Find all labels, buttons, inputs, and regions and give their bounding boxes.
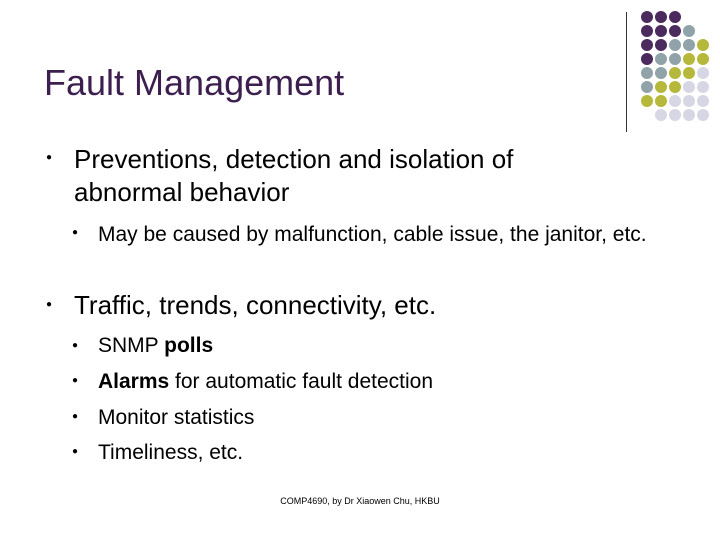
- decor-dot: [655, 25, 667, 37]
- decor-dot: [669, 67, 681, 79]
- decor-dot: [683, 39, 695, 51]
- bullet-icon: ●: [46, 299, 53, 310]
- decor-dot: [697, 95, 709, 107]
- decor-dot: [655, 81, 667, 93]
- bullet-icon: ●: [72, 446, 79, 457]
- decor-dot: [655, 95, 667, 107]
- bullet-icon: ●: [72, 411, 79, 422]
- bullet-level1-1: Preventions, detection and isolation of abnormal behavior: [74, 144, 514, 207]
- decor-dot: [669, 95, 681, 107]
- decor-dot: [655, 53, 667, 65]
- decor-dot: [683, 53, 695, 65]
- decor-dot: [697, 109, 709, 121]
- bullet-level2-2-3: Monitor statistics: [98, 406, 255, 429]
- decor-dot: [669, 25, 681, 37]
- slide-footer: COMP4690, by Dr Xiaowen Chu, HKBU: [280, 496, 440, 506]
- decor-dot: [697, 53, 709, 65]
- bullet-level2-2-1: SNMP polls: [98, 334, 214, 357]
- decor-dot: [641, 11, 653, 23]
- decor-dot: [655, 39, 667, 51]
- decor-dot: [669, 81, 681, 93]
- decor-dot: [669, 11, 681, 23]
- bullet-icon: ●: [72, 375, 79, 386]
- decor-dot: [641, 25, 653, 37]
- slide-title: Fault Management: [44, 62, 345, 103]
- decor-dot: [641, 67, 653, 79]
- decor-dot: [683, 81, 695, 93]
- decor-dot: [697, 67, 709, 79]
- decor-dot: [683, 109, 695, 121]
- decor-dot: [655, 11, 667, 23]
- decor-dot: [641, 81, 653, 93]
- decor-dot: [655, 67, 667, 79]
- bullet-level2-1-1: May be caused by malfunction, cable issue, the janitor, etc.: [98, 223, 647, 246]
- bullet-icon: ●: [72, 340, 79, 351]
- decor-dot: [669, 109, 681, 121]
- decor-dot: [683, 95, 695, 107]
- decor-dot: [697, 39, 709, 51]
- bullet-icon: ●: [72, 227, 79, 238]
- decorative-dot-grid: [641, 11, 720, 121]
- decor-dot: [683, 67, 695, 79]
- decor-dot: [683, 25, 695, 37]
- bullet-level1-2: Traffic, trends, connectivity, etc.: [74, 290, 437, 320]
- bullet-level2-2-4: Timeliness, etc.: [98, 441, 244, 464]
- decor-dot: [669, 39, 681, 51]
- decor-dot: [655, 109, 667, 121]
- decor-dot: [641, 39, 653, 51]
- decor-dot: [669, 53, 681, 65]
- decor-dot: [641, 95, 653, 107]
- decor-dot: [641, 53, 653, 65]
- title-divider-line: [626, 12, 627, 132]
- bullet-level2-2-2: Alarms for automatic fault detection: [98, 370, 434, 393]
- decor-dot: [697, 81, 709, 93]
- bullet-icon: ●: [46, 152, 53, 163]
